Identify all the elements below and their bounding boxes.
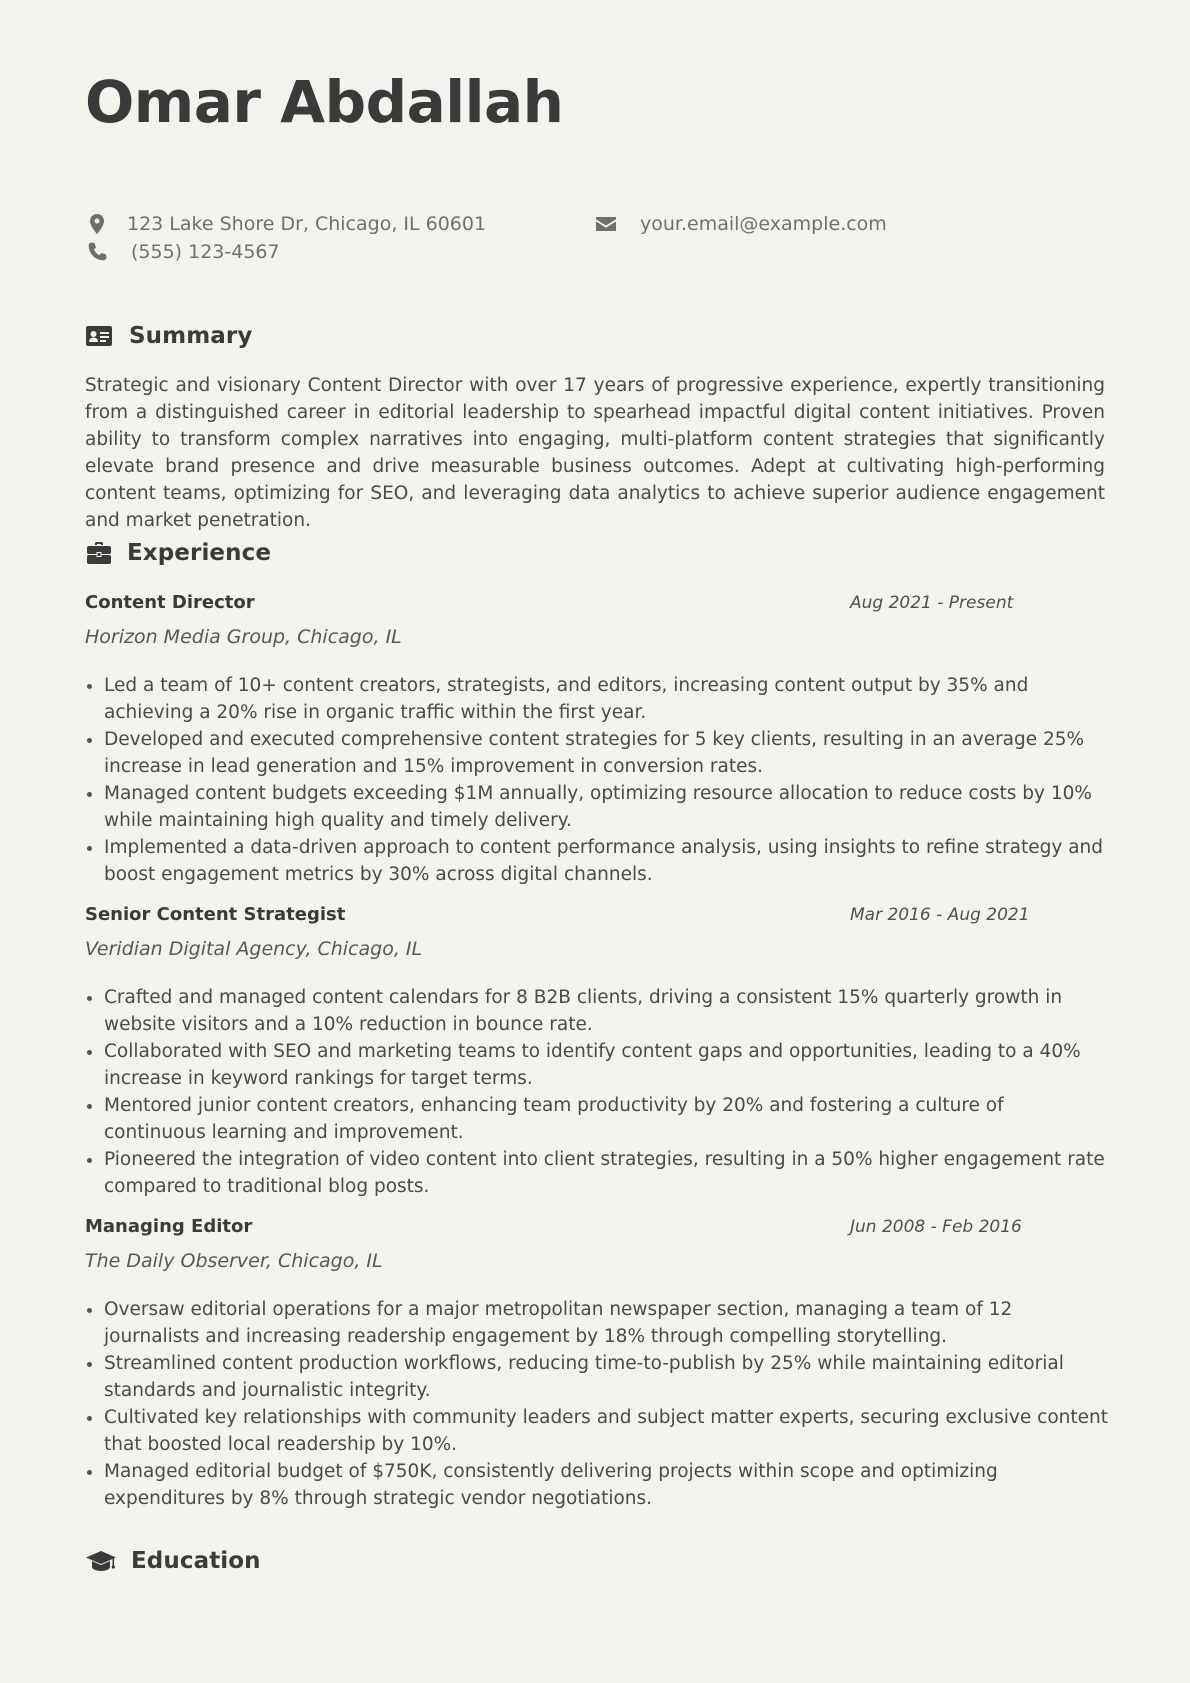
address-text: 123 Lake Shore Dr, Chicago, IL 60601 [127, 213, 487, 235]
briefcase-icon [85, 539, 113, 567]
job-dates: Jun 2008 - Feb 2016 [850, 1217, 1022, 1237]
candidate-name: Omar Abdallah [85, 68, 564, 136]
experience-heading [85, 539, 271, 567]
phone-icon [85, 240, 109, 264]
graduation-cap-icon [85, 1547, 117, 1575]
bullet-item: Streamlined content production workflows, reducing time-to-publish by 25% while maintaining editorial standards and journalistic integrity. [85, 1350, 1110, 1404]
education-heading [85, 1547, 261, 1575]
job-company: Veridian Digital Agency, Chicago, IL [85, 938, 423, 960]
id-card-icon [85, 322, 113, 350]
bullet-item: Led a team of 10+ content creators, strategists, and editors, increasing content output by 35% and achieving a 20% rise in organic traffic within the first year. [85, 672, 1110, 726]
education-title: Education [131, 1548, 261, 1574]
bullet-item: Crafted and managed content calendars for 8 B2B clients, driving a consistent 15% quarterly growth in website visitors and a 10% reduction in bounce rate. [85, 984, 1110, 1038]
map-marker-icon [85, 212, 109, 236]
contact-address [85, 212, 486, 236]
bullet-item: Managed content budgets exceeding $1M annually, optimizing resource allocation to reduce costs by 10% while maintaining high quality and timely delivery. [85, 780, 1110, 834]
bullet-item: Cultivated key relationships with community leaders and subject matter experts, securing exclusive content that boosted local readership by 10%. [85, 1404, 1110, 1458]
job-bullets [85, 672, 1110, 888]
job-dates: Aug 2021 - Present [850, 593, 1014, 613]
bullet-item: Collaborated with SEO and marketing teams to identify content gaps and opportunities, leading to a 40% increase in keyword rankings for target terms. [85, 1038, 1110, 1092]
bullet-item: Managed editorial budget of $750K, consistently delivering projects within scope and optimizing expenditures by 8% through strategic vendor negotiations. [85, 1458, 1110, 1512]
job-company: The Daily Observer, Chicago, IL [85, 1250, 383, 1272]
job-title: Managing Editor [85, 1216, 253, 1237]
job-title: Senior Content Strategist [85, 904, 346, 925]
job-bullets [85, 984, 1110, 1200]
bullet-item: Implemented a data-driven approach to content performance analysis, using insights to refine strategy and boost engagement metrics by 30% across digital channels. [85, 834, 1110, 888]
job-company: Horizon Media Group, Chicago, IL [85, 626, 402, 648]
summary-text: Strategic and visionary Content Director with over 17 years of progressive experience, expertly transitioning from a distinguished career in editorial leadership to spearhead impactful digital content initiatives. Proven ability to transform complex narratives into engaging, multi-platform content strategies that significantly elevate brand presence and drive measurable business outcomes. Adept at cultivating high-performing content teams, optimizing for SEO, and leveraging data analytics to achieve superior audience engagement and market penetration. [85, 375, 1105, 531]
phone-text: (555) 123-4567 [131, 241, 280, 263]
envelope-icon [594, 212, 618, 236]
bullet-item: Mentored junior content creators, enhancing team productivity by 20% and fostering a culture of continuous learning and improvement. [85, 1092, 1110, 1146]
bullet-item: Developed and executed comprehensive content strategies for 5 key clients, resulting in an average 25% increase in lead generation and 15% improvement in conversion rates. [85, 726, 1110, 780]
contact-email[interactable] [594, 212, 887, 236]
summary-heading [85, 322, 252, 350]
job-dates: Mar 2016 - Aug 2021 [850, 905, 1030, 925]
bullet-item: Pioneered the integration of video content into client strategies, resulting in a 50% higher engagement rate compared to traditional blog posts. [85, 1146, 1110, 1200]
email-text[interactable]: your.email@example.com [640, 213, 887, 235]
job-bullets [85, 1296, 1110, 1512]
contact-phone [85, 240, 280, 264]
job-title: Content Director [85, 592, 255, 613]
summary-title: Summary [129, 323, 253, 349]
experience-title: Experience [127, 540, 272, 566]
bullet-item: Oversaw editorial operations for a major metropolitan newspaper section, managing a team of 12 journalists and increasing readership engagement by 18% through compelling storytelling. [85, 1296, 1110, 1350]
